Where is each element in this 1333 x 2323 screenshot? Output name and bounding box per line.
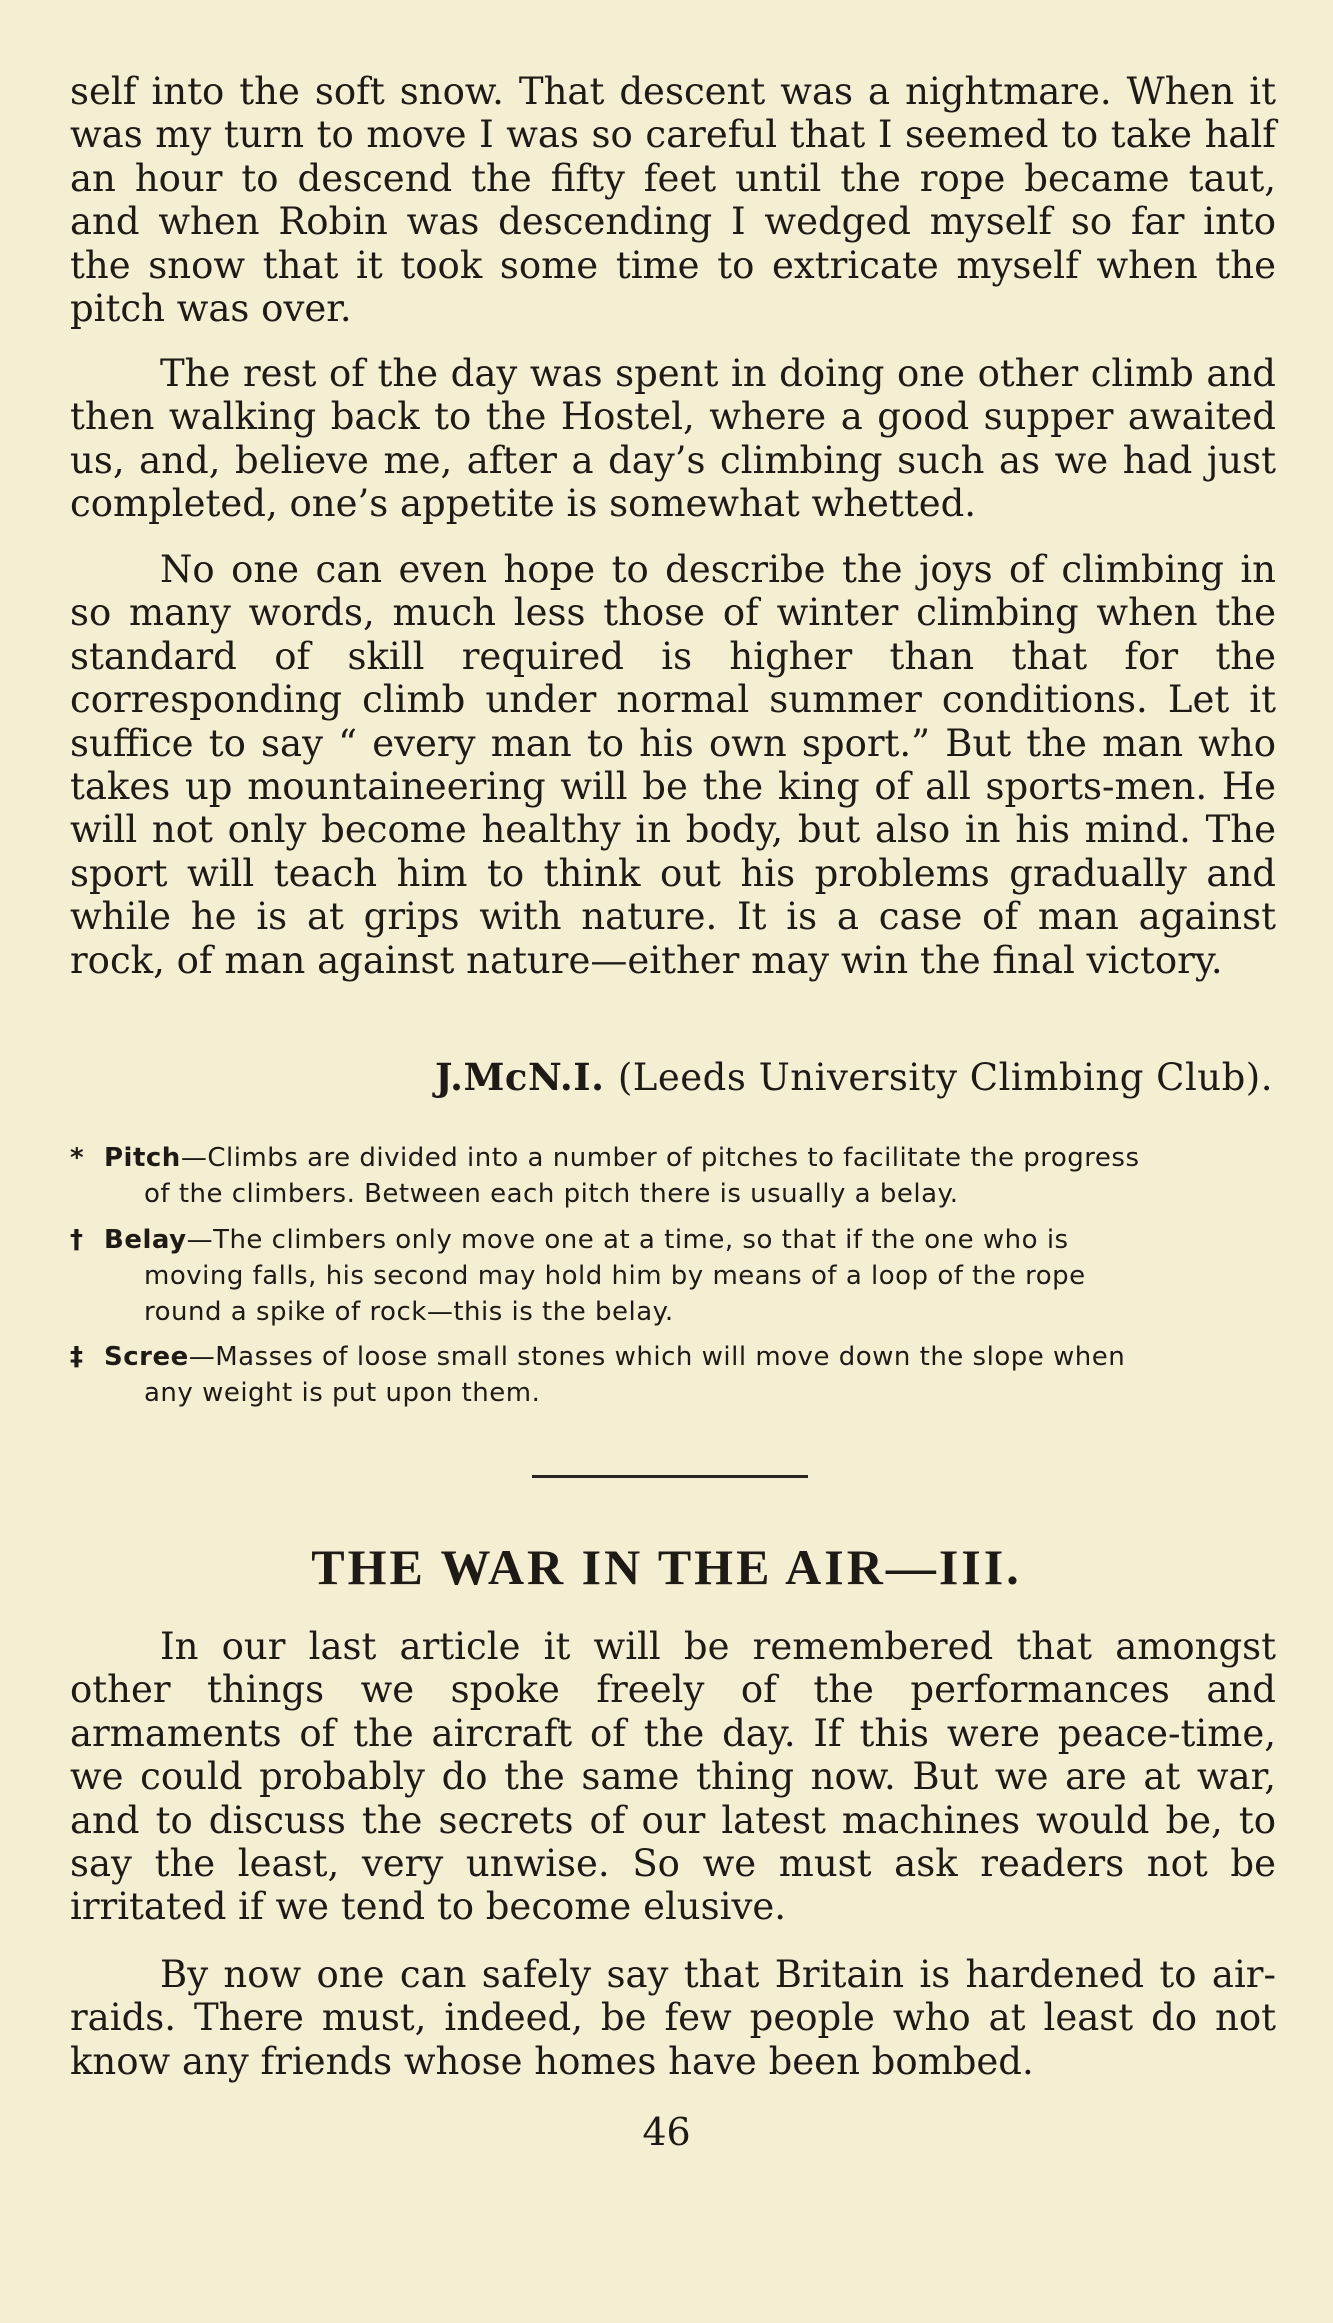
- footnote-scree: [70, 1339, 1270, 1411]
- footnote-text-continued: moving falls, his second may hold him by means of a loop of the rope: [144, 1261, 1086, 1291]
- paragraph-air-raids: By now one can safely say that Britain is hardened to air-raids. There must, indeed, be few people who at least do not know any friends whose homes have been bombed.: [70, 1953, 1276, 2083]
- page-number: 46: [642, 2110, 691, 2154]
- author-club: (Leeds University Climbing Club).: [617, 1056, 1273, 1099]
- footnote-term: Pitch: [104, 1143, 181, 1173]
- article-heading: THE WAR IN THE AIR—III.: [311, 1539, 1022, 1595]
- section-divider: [532, 1475, 808, 1478]
- asterisk-mark: *: [70, 1143, 85, 1173]
- footnote-text-continued: any weight is put upon them.: [144, 1378, 541, 1408]
- footnote-text: —Masses of loose small stones which will move down the slope when: [188, 1342, 1126, 1372]
- footnote-term: Scree: [104, 1342, 189, 1372]
- paragraph-rest-of-day: The rest of the day was spent in doing one other climb and then walking back to the Hostel, where a good supper awaited us, and, believe me, after a day’s climbing such as we had just completed, one’s appetite is somewhat whetted.: [70, 352, 1276, 526]
- paragraph-snow-descent: self into the soft snow. That descent was a nightmare. When it was my turn to move I was so careful that I seemed to take half an hour to descend the fifty feet until the rope became taut, and when Robin was descending I wedged myself so far into the snow that it took some time to extricate myself when the pitch was over.: [70, 70, 1276, 331]
- double-dagger-mark: ‡: [70, 1342, 84, 1372]
- footnote-text: —Climbs are divided into a number of pitches to facilitate the progress: [180, 1143, 1140, 1173]
- footnote-text: —The climbers only move one at a time, so that if the one who is: [186, 1225, 1069, 1255]
- paragraph-joys-of-climbing: No one can even hope to describe the joys of climbing in so many words, much less those of winter climbing when the standard of skill required is higher than that for the corresponding climb under normal summer conditions. Let it suffice to say “ every man to his own sport.” But the man who takes up mountaineering will be the king of all sports-men. He will not only become healthy in body, but also in his mind. The sport will teach him to think out his problems gradually and while he is at grips with nature. It is a case of man against rock, of man against nature—either may win the final victory.: [70, 548, 1276, 982]
- footnote-pitch: [70, 1140, 1270, 1212]
- author-initials: J.McN.I.: [434, 1055, 605, 1099]
- footnote-belay: [70, 1222, 1270, 1330]
- dagger-mark: †: [70, 1225, 84, 1255]
- footnote-term: Belay: [104, 1225, 187, 1255]
- author-signature: [435, 1055, 1273, 1099]
- footnote-text-continued: of the climbers. Between each pitch there is usually a belay.: [144, 1179, 959, 1209]
- footnote-text-continued: round a spike of rock—this is the belay.: [144, 1297, 674, 1327]
- paragraph-last-article: In our last article it will be remembered that amongst other things we spoke freely of the performances and armaments of the aircraft of the day. If this were peace-time, we could probably do the same thing now. But we are at war, and to discuss the secrets of our latest machines would be, to say the least, very unwise. So we must ask readers not be irritated if we tend to become elusive.: [70, 1625, 1276, 1929]
